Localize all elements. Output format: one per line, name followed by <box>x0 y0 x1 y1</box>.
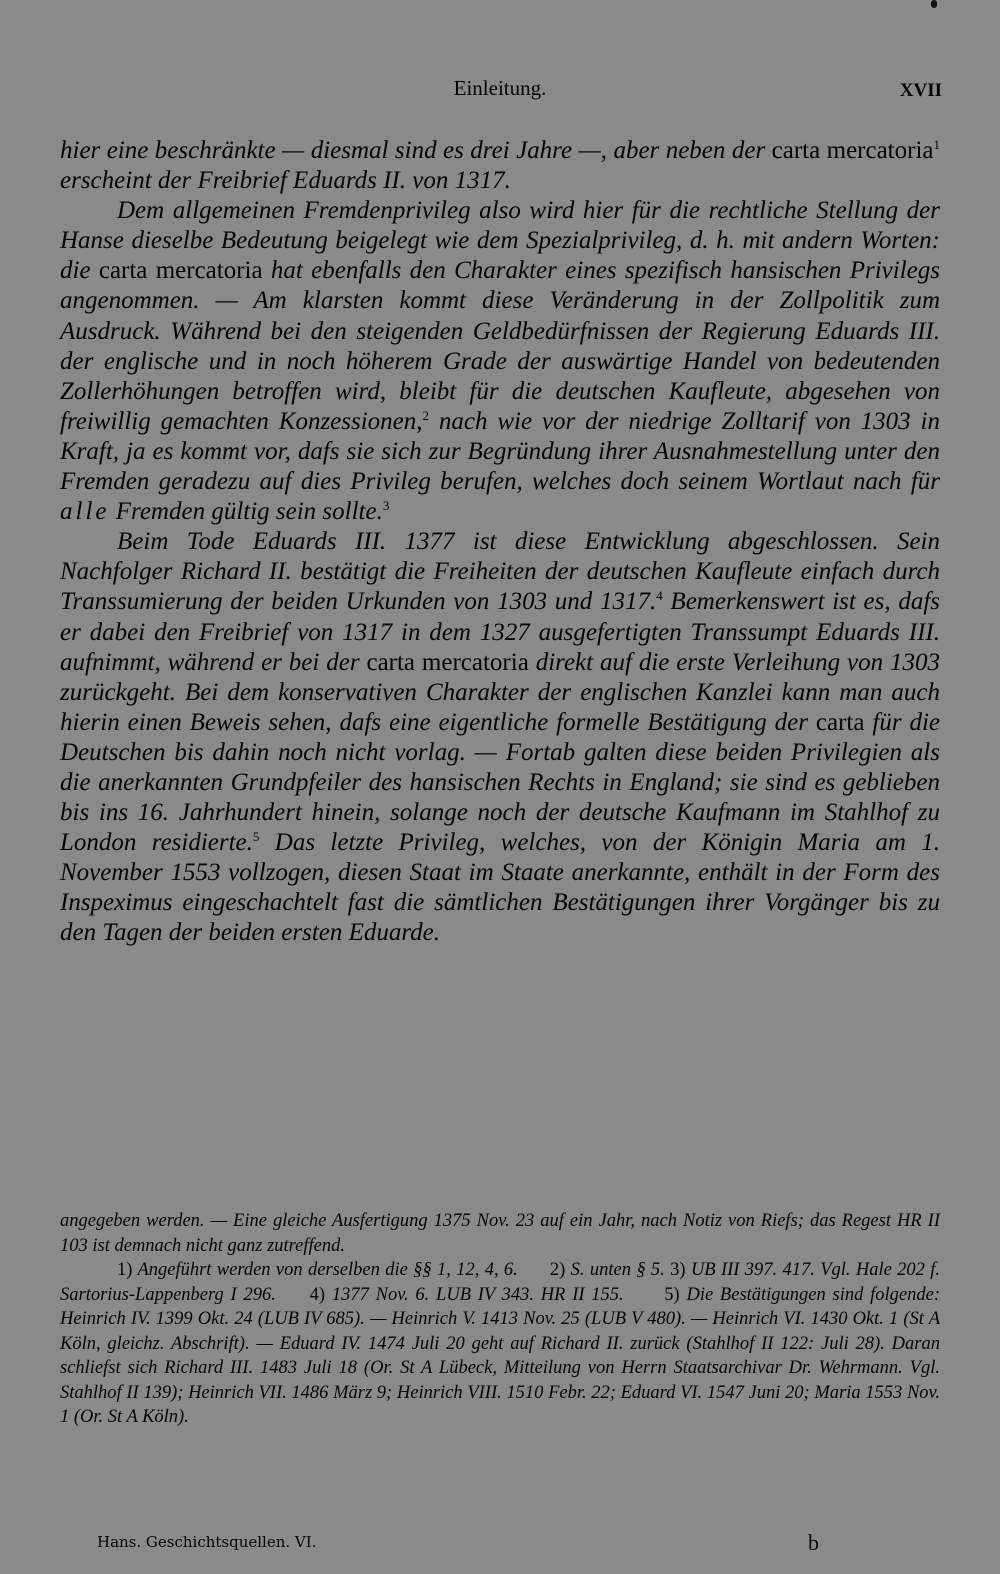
roman-term: carta <box>815 708 865 736</box>
paragraph-3 <box>60 527 940 948</box>
footnote-5: Die Bestätigungen sind folgende: Heinrich IV. 1399 Okt. 24 (LUB IV 685). — Heinrich V. 1413 Nov. 25 (LUB V 480). — Heinrich VI. 1430 Okt. 1 (St A Köln, gleichz. Abschrift). — Eduard IV. 1474 Juli 20 geht auf Richard II. zurück (Stahlhof II 122: Juli 28). Daran schliefst sich Richard III. 1483 Juli 18 (Or. St A Lübeck, Mitteilung von Herrn Staatsarchivar Dr. Wehrmann. Vgl. Stahlhof II 139); Heinrich VII. 1486 März 9; Heinrich VIII. 1510 Febr. 22; Eduard VI. 1547 Juni 20; Maria 1553 Nov. 1 (Or. St A Köln). <box>60 1284 940 1427</box>
text-run: Dem allgemeinen Fremdenprivileg also wird hier für die rechtliche Stellung der Hanse dieselbe Bedeutung beigelegt wie dem Spezialprivileg, d. h. mit andern Worten: die <box>60 197 940 285</box>
roman-term: carta mercatoria <box>98 257 263 285</box>
ink-speck <box>931 0 937 8</box>
footnote-4: 1377 Nov. 6. LUB IV 343. HR II 155. <box>331 1284 624 1305</box>
text-run: Fremden gültig sein sollte. <box>109 498 383 526</box>
footnote-3: UB III 397. 417. Vgl. Hale 202 f. Sartorius-Lappenberg I 296. <box>60 1260 941 1305</box>
text-run: für die Deutschen bis dahin noch nicht vorlag. — Fortab galten diese beiden Privilegien als die anerkannten Grundpfeiler des hansischen Rechts in England; sie sind es geblieben bis ins 16. Jahrhundert hinein, solange noch der deutsche Kaufmann im Stahlhof zu London residierte. <box>60 708 940 857</box>
footnote-number: 1) <box>117 1260 133 1280</box>
text-run: hier eine beschränkte — diesmal sind es drei Jahre —, aber neben der <box>60 137 772 164</box>
text-run: erscheint der Freibrief Eduards II. von 1317. <box>60 167 511 195</box>
signature-mark: b <box>808 1530 819 1555</box>
footnote-number: 2) <box>549 1260 566 1280</box>
footnote-carryover: angegeben werden. — Eine gleiche Ausfertigung 1375 Nov. 23 auf ein Jahr, nach Notiz von Riefs; das Regest HR II 103 ist demnach nicht ganz zutreffend. <box>60 1211 940 1256</box>
text-run: direkt auf die erste Verleihung von 1303 zurückgeht. Bei dem konservativen Charakter der englischen Kanzlei kann man auch hierin einen Beweis sehen, dafs eine eigentliche formelle Bestätigung der <box>60 648 940 736</box>
roman-term: carta mercatoria <box>771 137 934 164</box>
footnote-number: 4) <box>309 1284 326 1305</box>
running-title: Einleitung. <box>453 76 547 100</box>
main-text <box>60 136 940 949</box>
footnote-ref: 5 <box>252 829 260 845</box>
footnote-ref: 1 <box>933 137 941 152</box>
text-run: hat ebenfalls den Charakter eines spezifisch hansischen Privilegs angenommen. — Am klarsten kommt diese Veränderung in der Zollpolitik zum Ausdruck. Während bei den steigenden Geldbedürfnissen der Regierung Eduards III. der englische und in noch höherem Grade der auswärtige Handel von bedeutenden Zollerhöhungen betroffen wird, bleibt für die deutschen Kaufleute, abgesehen von freiwillig gemachten Konzessionen, <box>60 257 940 435</box>
footnote-ref: 3 <box>382 498 390 514</box>
paragraph-2 <box>60 196 940 527</box>
footnote-row <box>60 1258 940 1430</box>
text-run: Bemerkenswert ist es, dafs er dabei den Freibrief von 1317 in dem 1327 ausgefertigten Transsumpt Eduards III. aufnimmt, während er bei der <box>60 588 940 676</box>
text-run: Das letzte Privileg, welches, von der Königin Maria am 1. November 1553 vollzogen, diesen Staat im Staate anerkannte, enthält in der Form des Inspeximus eingeschachtelt fast die sämtlichen Bestätigungen ihrer Vorgänger bis zu den Tagen der beiden ersten Eduarde. <box>60 829 940 947</box>
text-run: Beim Tode Eduards III. 1377 ist diese Entwicklung abgeschlossen. Sein Nachfolger Richard II. bestätigt die Freiheiten der deutschen Kaufleute einfach durch Transsumierung der beiden Urkunden von 1303 und 1317. <box>60 528 940 616</box>
footnotes <box>60 1209 940 1430</box>
footnote-number: 5) <box>664 1284 680 1305</box>
footnote-ref: 4 <box>656 588 663 604</box>
text-run: nach wie vor der niedrige Zolltarif von 1303 in Kraft, ja es kommt vor, dafs sie sich zur Begründung ihrer Ausnahmestellung unter den Fremden geradezu auf dies Privileg berufen, welches doch seinem Wortlaut nach für <box>60 407 940 496</box>
page-number: XVII <box>899 80 942 101</box>
footer-series: Hans. Geschichtsquellen. VI. <box>97 1533 317 1551</box>
spaced-word: alle <box>60 498 110 526</box>
footnote-1: Angeführt werden von derselben die §§ 1, 12, 4, 6. <box>137 1260 518 1280</box>
roman-term: carta mercatoria <box>366 648 529 676</box>
footnote-ref: 2 <box>422 407 430 423</box>
paragraph-1 <box>60 136 940 196</box>
footnote-number: 3) <box>670 1260 686 1280</box>
running-header <box>0 76 1000 106</box>
footnote-2: S. unten § 5. <box>570 1260 665 1280</box>
